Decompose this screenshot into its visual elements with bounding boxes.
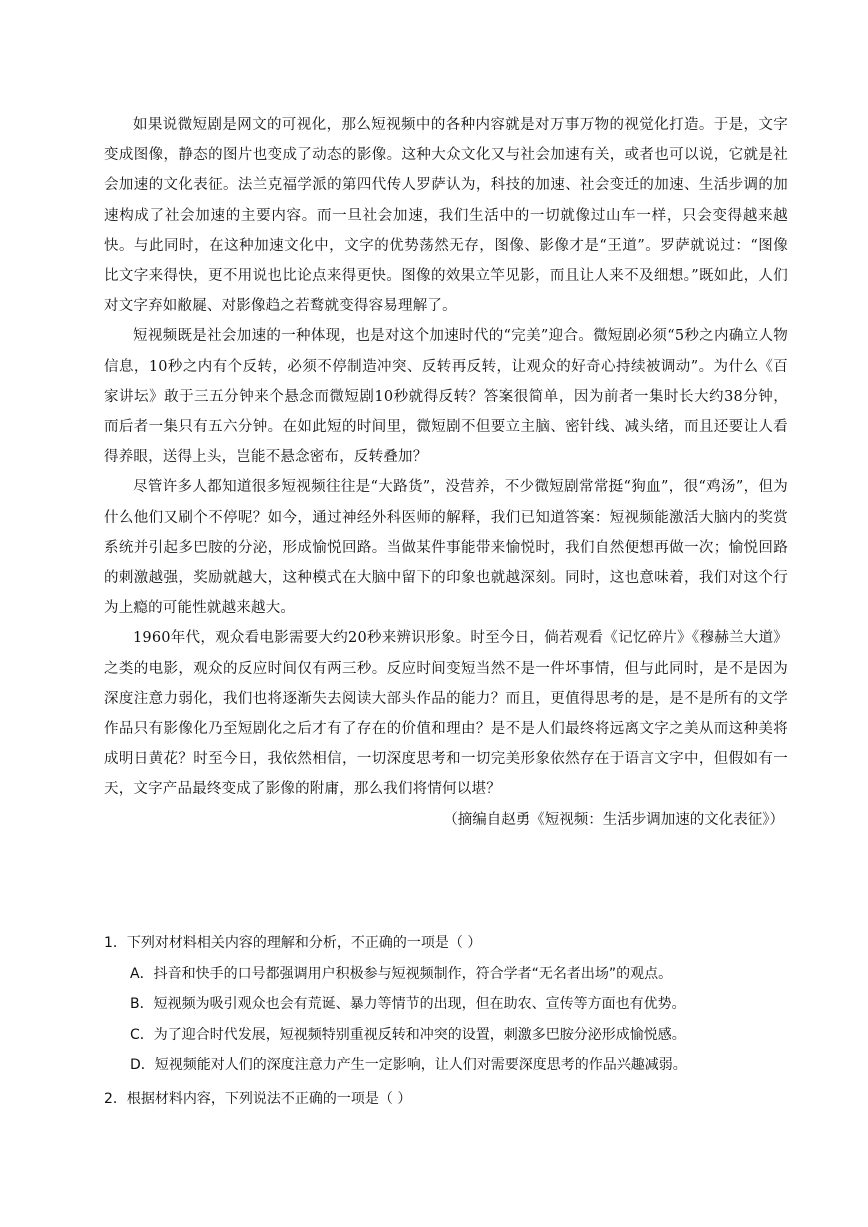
passage-paragraph-3: 尽管许多人都知道很多短视频往往是“大路货”，没营养，不少微短剧常常挺“狗血”，很“鸡汤”，但为什么他们又刷个不停呢？如今，通过神经外科医师的解释，我们已知道答案：短视频能激活大脑内的奖赏系统并引起多巴胺的分泌，形成愉悦回路。当做某件事能带来愉悦时，我们自然便想再做一次；愉悦回路的刺激越强，奖励就越大，这种模式在大脑中留下的印象也就越深刻。同时，这也意味着，我们对这个行为上瘾的可能性就越来越大。 — [104, 479, 788, 617]
reading-passage — [104, 110, 788, 835]
question-option-b: B．短视频为吸引观众也会有荒诞、暴力等情节的出现，但在助农、宣传等方面也有优势。 — [130, 996, 686, 1012]
question-2 — [104, 1084, 804, 1115]
question-stem: 1．下列对材料相关内容的理解和分析，不正确的一项是（ ） — [104, 935, 482, 951]
question-1 — [104, 928, 804, 1081]
passage-paragraph-4: 1960年代，观众看电影需要大约20秒来辨识形象。时至今日，倘若观看《记忆碎片》《穆赫兰大道》之类的电影，观众的反应时间仅有两三秒。反应时间变短当然不是一件坏事情，但与此同时，是不是因为深度注意力弱化，我们也将逐渐失去阅读大部头作品的能力？而且，更值得思考的是，是不是所有的文学作品只有影像化乃至短剧化之后才有了存在的价值和理由？是不是人们最终将远离文字之美从而这种美将成明日黄花？时至今日，我依然相信，一切深度思考和一切完美形象依然存在于语言文字中，但假如有一天，文字产品最终变成了影像的附庸，那么我们将情何以堪？ — [104, 630, 788, 798]
question-option-d: D．短视频能对人们的深度注意力产生一定影响，让人们对需要深度思考的作品兴趣减弱。 — [130, 1057, 687, 1073]
question-option-a: A．抖音和快手的口号都强调用户积极参与短视频制作，符合学者“无名者出场”的观点。 — [130, 965, 673, 982]
question-section — [104, 928, 804, 1114]
passage-source: （摘编自赵勇《短视频：生活步调加速的文化表征》） — [443, 811, 784, 828]
question-stem: 2．根据材料内容，下列说法不正确的一项是（ ） — [104, 1090, 412, 1107]
passage-paragraph-2: 短视频既是社会加速的一种体现，也是对这个加速时代的“完美”迎合。微短剧必须“5秒之内确立人物信息，10秒之内有个反转，必须不停制造冲突、反转再反转，让观众的好奇心持续被调动”。为什么《百家讲坛》敢于三五分钟来个悬念而微短剧10秒就得反转？答案很简单，因为前者一集时长大约38分钟，而后者一集只有五六分钟。在如此短的时间里，微短剧不但要立主脑、密针线、减头绪，而且还要让人看得养眼，送得上头，岂能不悬念密布，反转叠加？ — [104, 328, 788, 466]
passage-paragraph-1: 如果说微短剧是网文的可视化，那么短视频中的各种内容就是对万事万物的视觉化打造。于是，文字变成图像，静态的图片也变成了动态的影像。这种大众文化又与社会加速有关，或者也可以说，它就是社会加速的文化表征。法兰克福学派的第四代传人罗萨认为，科技的加速、社会变迁的加速、生活步调的加速构成了社会加速的主要内容。而一旦社会加速，我们生活中的一切就像过山车一样，只会变得越来越快。与此同时，在这种加速文化中，文字的优势荡然无存，图像、影像才是“王道”。罗萨就说过：“图像比文字来得快，更不用说也比论点来得更快。图像的效果立竿见影，而且让人来不及细想。”既如此，人们对文字弃如敝屣、对影像趋之若鹜就变得容易理解了。 — [104, 117, 788, 315]
question-option-c: C．为了迎合时代发展，短视频特别重视反转和冲突的设置，刺激多巴胺分泌形成愉悦感。 — [130, 1026, 686, 1043]
